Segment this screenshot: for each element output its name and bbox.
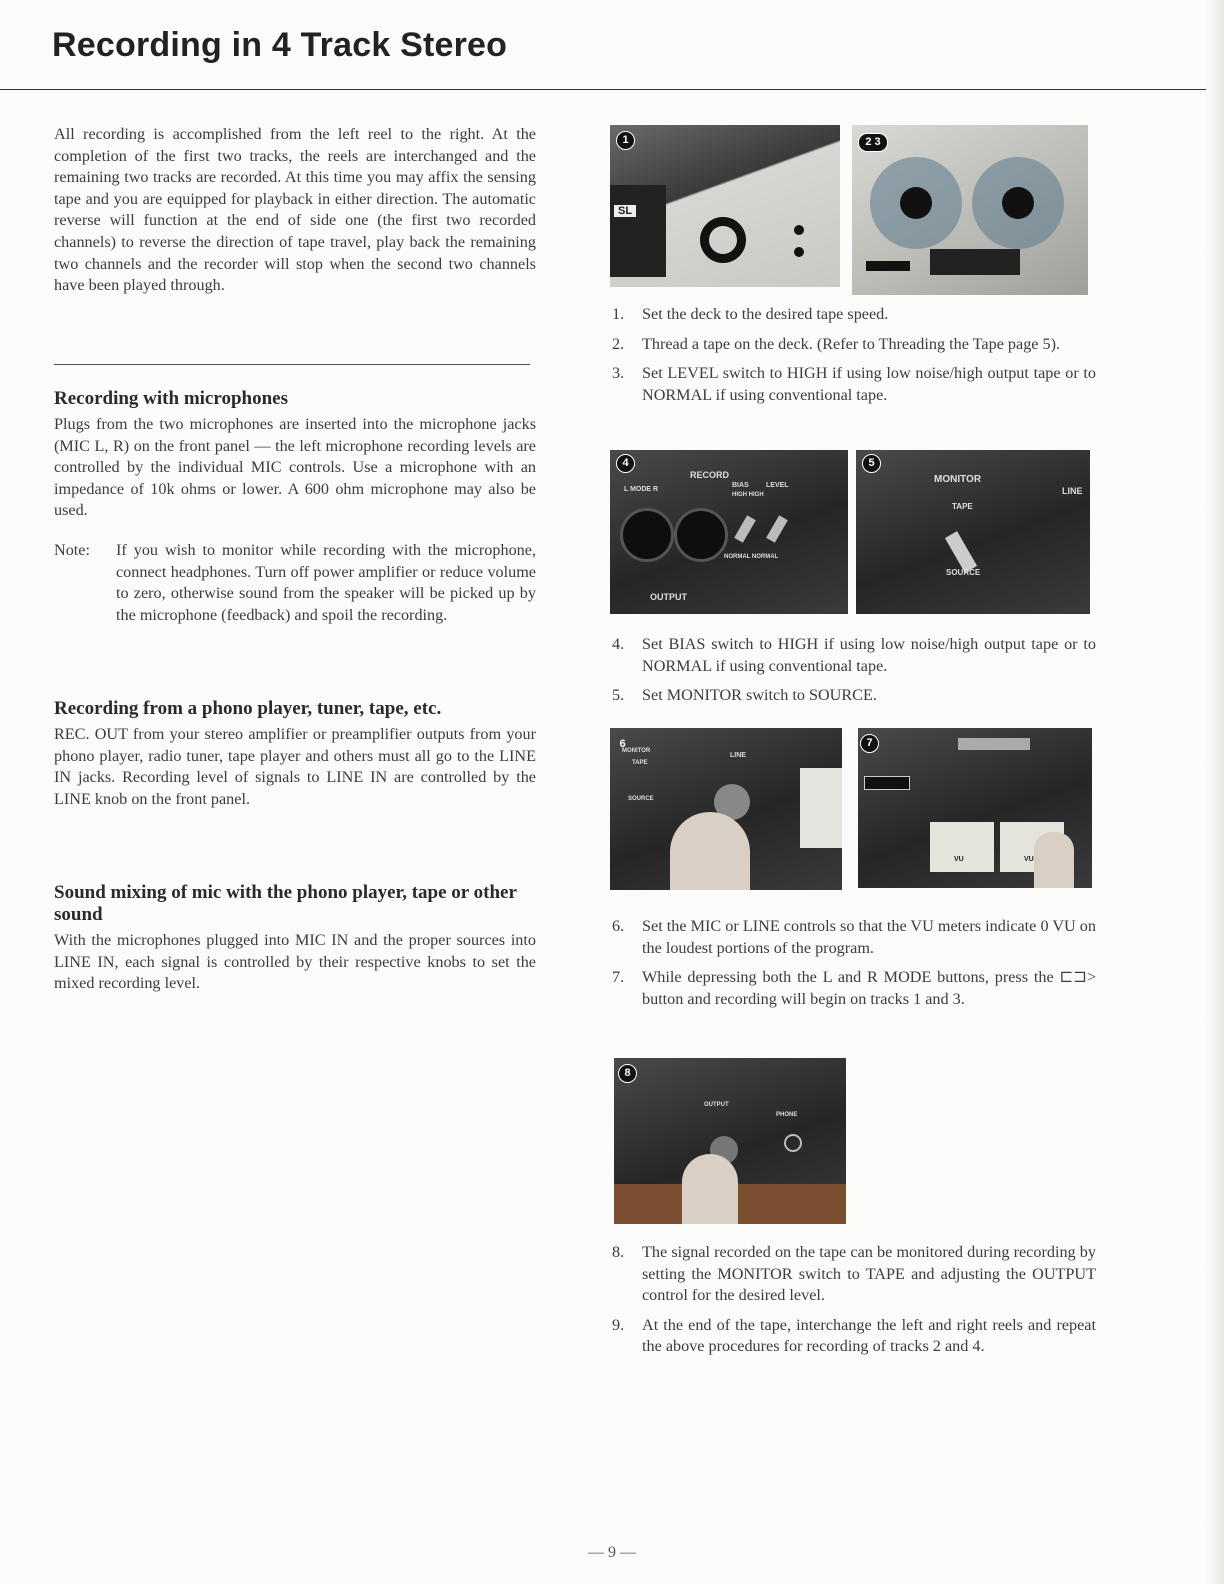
section-microphones	[54, 388, 536, 626]
list-item: 8. The signal recorded on the tape can be monitored during recording by setting the MONITOR switch to TAPE and adjusting the OUTPUT control for the desired level.	[612, 1243, 1096, 1305]
step-badge: 5	[862, 454, 881, 473]
output-label: OUTPUT	[650, 592, 687, 602]
output-label: OUTPUT	[704, 1102, 729, 1108]
page-title: Recording in 4 Track Stereo	[52, 26, 508, 64]
photo-tape-speed	[610, 125, 840, 287]
section-body: REC. OUT from your stereo amplifier or preamplifier outputs from your phono player, radio tuner, tape player and others must all go to the LINE IN jacks. Recording level of signals to LINE IN are controlled by the LINE knob on the front panel.	[54, 725, 536, 808]
source-label: SOURCE	[946, 568, 981, 577]
photo-bias-level	[610, 450, 848, 614]
high-label: HIGH HIGH	[732, 492, 764, 498]
list-item: 5. Set MONITOR switch to SOURCE.	[612, 686, 877, 705]
list-item: 3. Set LEVEL switch to HIGH if using low noise/high output tape or to NORMAL if using conventional tape.	[612, 364, 1096, 404]
intro-paragraph: All recording is accomplished from the left reel to the right. At the completion of the first two tracks, the reels are interchanged and the remaining two tracks are recorded. At this time you may affix the sensing tape and you are equipped for playback in either direction. The automatic reverse will function at the end of side one (the first two recorded channels) to reverse the direction of tape travel, play back the remaining two channels and the recorder will stop when the second two channels have been played through.	[54, 125, 536, 295]
line-label: LINE	[730, 752, 746, 759]
page-number: — 9 —	[588, 1544, 636, 1561]
photo-output-control	[614, 1058, 846, 1224]
tape-label: TAPE	[632, 760, 648, 766]
section-phono	[54, 698, 536, 810]
list-item: 6. Set the MIC or LINE controls so that the VU meters indicate 0 VU on the loudest portions of the program.	[612, 917, 1096, 957]
line-label: LINE	[1062, 486, 1083, 496]
photo-monitor-source	[856, 450, 1090, 614]
level-label: LEVEL	[766, 482, 789, 489]
note-label: Note:	[54, 540, 90, 559]
list-item: 7. While depressing both the L and R MODE buttons, press the ⊏⊐> button and recording will begin on tracks 1 and 3.	[612, 968, 1096, 1008]
note-block	[54, 540, 536, 626]
section-divider	[54, 364, 530, 365]
note-text: If you wish to monitor while recording with the microphone, connect headphones. Turn off power amplifier or reduce volume to zero, otherwise sound from the speaker will be picked up by the microphone (feedback) and spoil the recording.	[116, 540, 536, 624]
steps-1-3	[612, 304, 1096, 414]
photo-vu-meters	[858, 728, 1092, 888]
title-divider	[0, 89, 1224, 90]
vu-right-label: VU	[1024, 856, 1034, 863]
phone-label: PHONE	[776, 1112, 798, 1118]
section-body: Plugs from the two microphones are inserted into the microphone jacks (MIC L, R) on the front panel — the left microphone recording levels are controlled by the individual MIC controls. Use a microphone with an impedance of 10k ohms or lower. A 600 ohm microphone may also be used.	[54, 415, 536, 520]
normal-label: NORMAL NORMAL	[724, 554, 779, 560]
photo-threading	[852, 125, 1088, 295]
list-item: 2. Thread a tape on the deck. (Refer to Threading the Tape page 5).	[612, 334, 1061, 353]
steps-8-9	[612, 1242, 1096, 1366]
source-label: SOURCE	[628, 796, 654, 802]
section-heading: Recording with microphones	[54, 388, 288, 409]
step-badge: 2 3	[858, 133, 888, 152]
steps-6-7	[612, 916, 1096, 1018]
monitor-label: MONITOR	[934, 474, 982, 485]
list-item: 9. At the end of the tape, interchange the left and right reels and repeat the above procedures for recording of tracks 2 and 4.	[612, 1315, 1096, 1356]
list-item: 1. Set the deck to the desired tape speed.	[612, 305, 889, 323]
step-badge: 6	[619, 738, 626, 750]
section-heading: Recording from a phono player, tuner, tape, etc.	[54, 698, 442, 719]
step-badge: 4	[616, 454, 635, 473]
step-badge: 8	[618, 1064, 637, 1083]
steps-4-5	[612, 634, 1096, 715]
photo-line-knob	[610, 728, 842, 890]
sl-label: SL	[614, 205, 636, 217]
mode-label: L MODE R	[624, 486, 659, 493]
section-body: With the microphones plugged into MIC IN and the proper sources into LINE IN, each signal is controlled by their respective knobs to set the mixed recording level.	[54, 931, 536, 993]
section-heading: Sound mixing of mic with the phono player, tape or other sound	[54, 882, 517, 925]
step-badge: 7	[860, 734, 879, 753]
vu-left-label: VU	[954, 856, 964, 863]
record-label: RECORD	[690, 470, 730, 480]
section-mixing	[54, 882, 536, 995]
tape-label: TAPE	[952, 502, 973, 511]
monitor-label: MONITOR	[622, 748, 651, 754]
step-badge: 1	[616, 131, 635, 150]
bias-label: BIAS	[732, 482, 749, 489]
page-edge-shadow	[1206, 0, 1224, 1584]
list-item: 4. Set BIAS switch to HIGH if using low noise/high output tape or to NORMAL if using conventional tape.	[612, 635, 1096, 675]
